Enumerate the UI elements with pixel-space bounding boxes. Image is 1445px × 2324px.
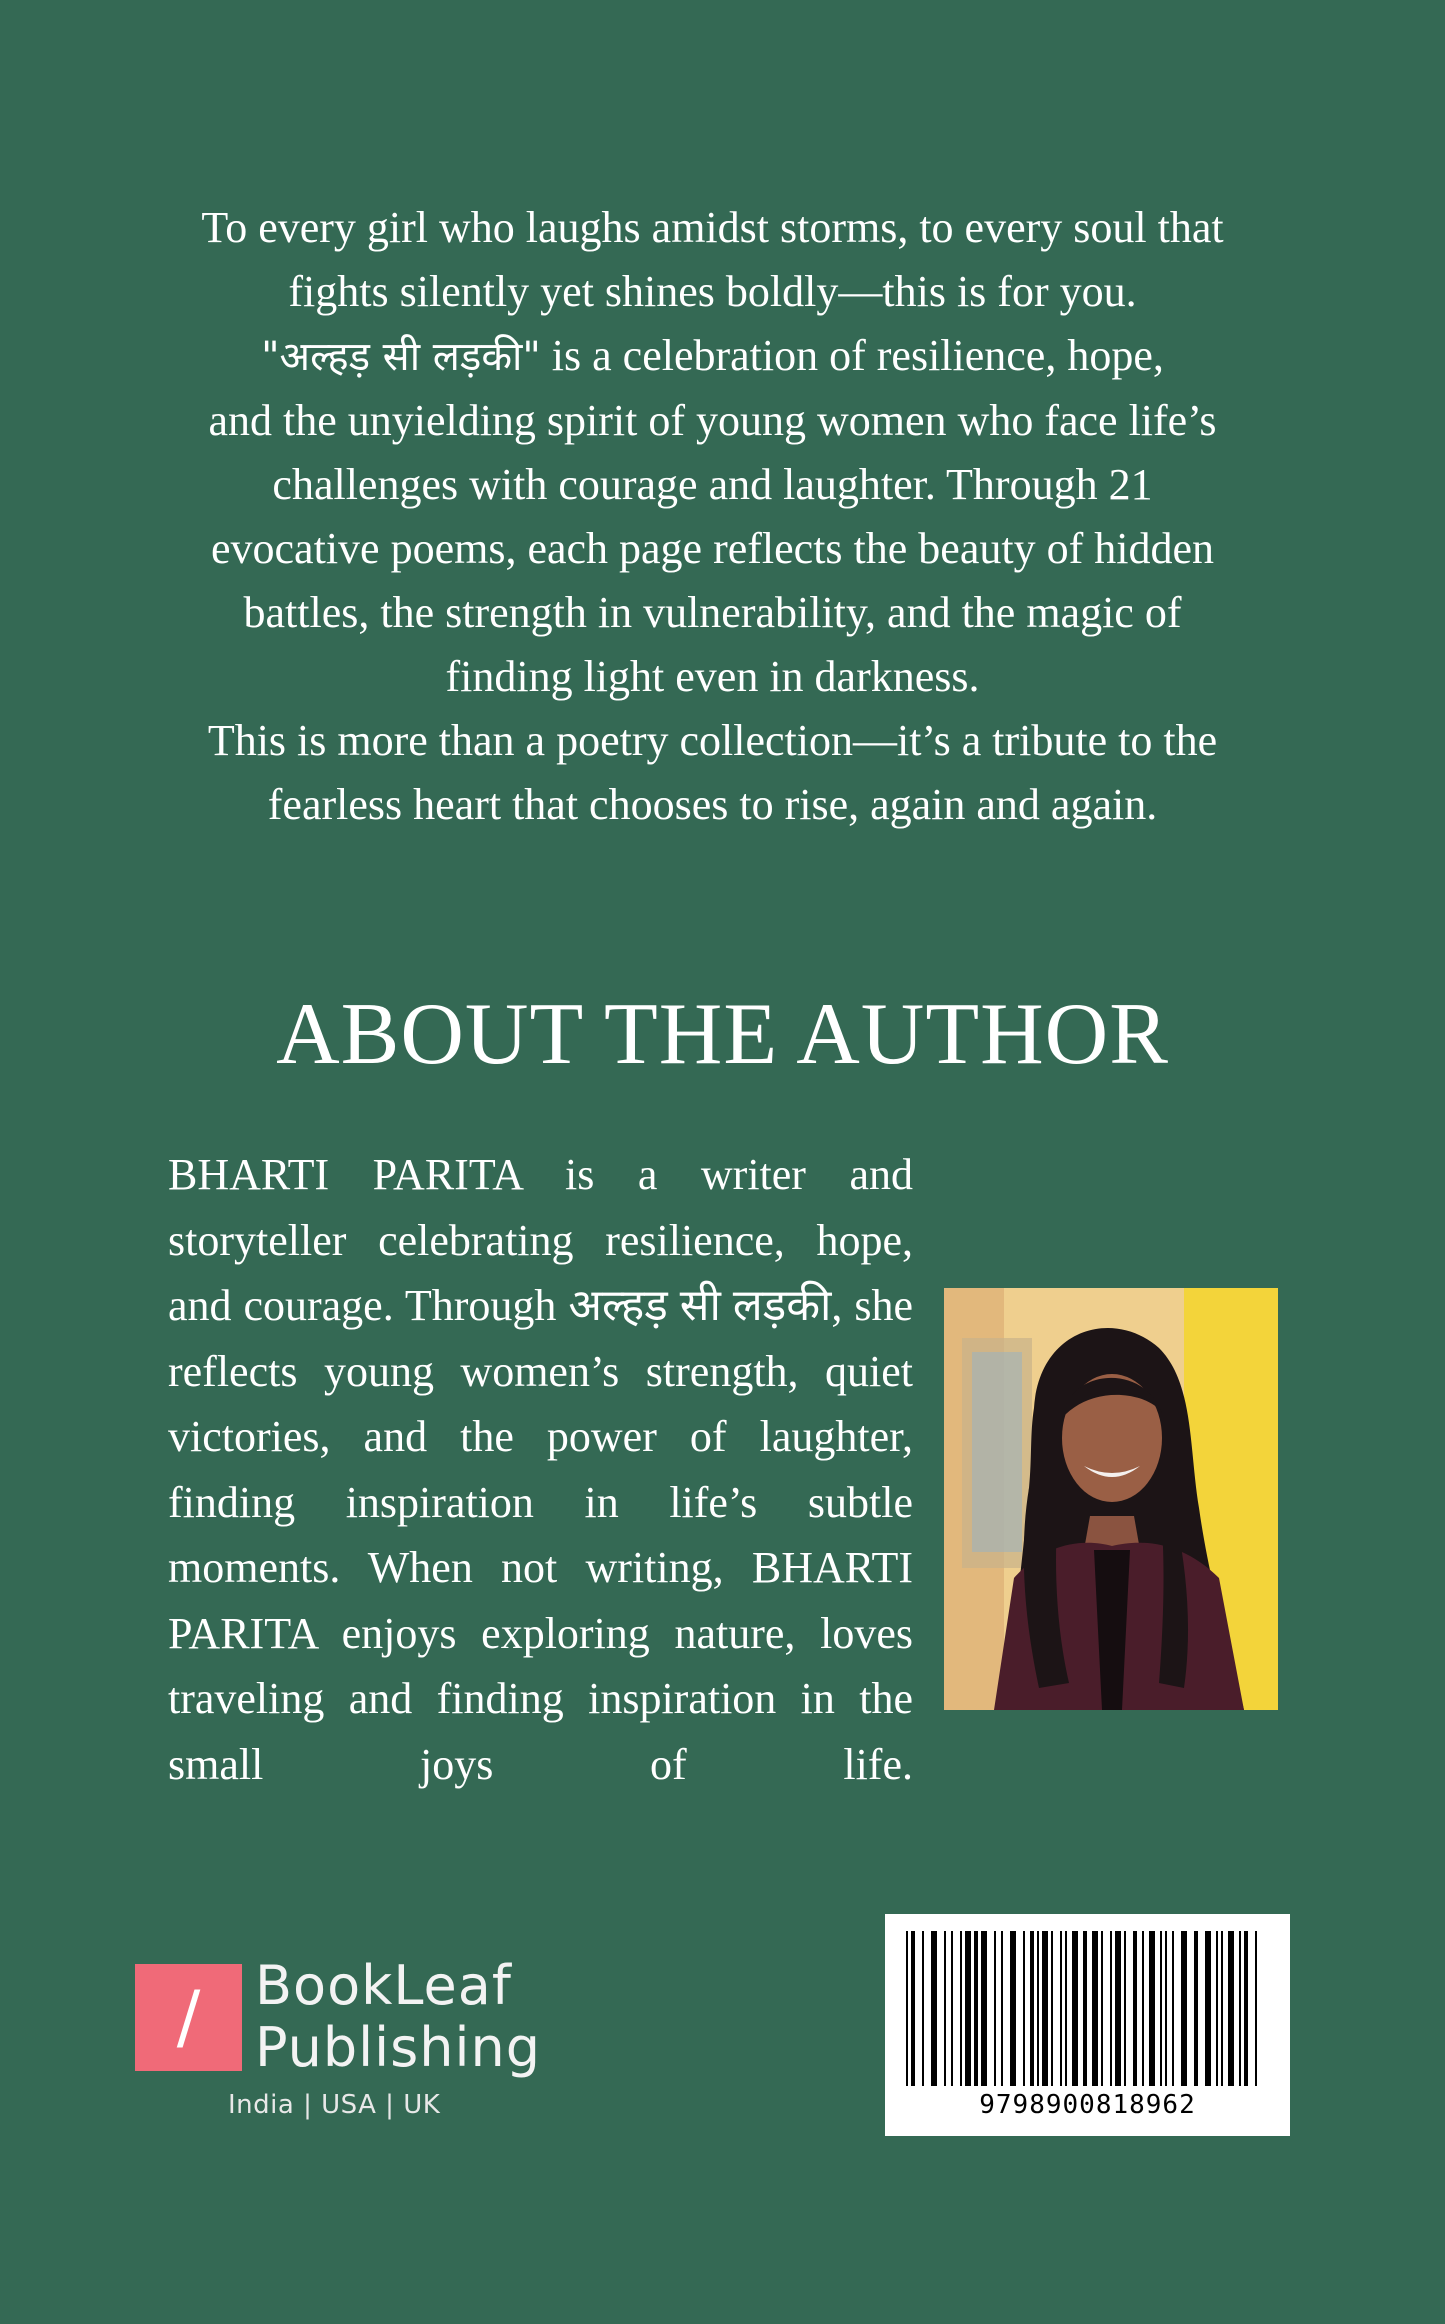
isbn-barcode [885,1914,1290,2136]
barcode-bar [1239,1931,1241,2086]
barcode-bars [902,1931,1273,2086]
blurb-line: and the unyielding spirit of young women who face life’s [208,396,1217,445]
publisher-slash-mark: / [135,1964,242,2071]
barcode-bar [1181,1931,1187,2086]
blurb-line: To every girl who laughs amidst storms, to every soul that [201,203,1224,252]
barcode-bar [1244,1931,1248,2086]
blurb-line: This is more than a poetry collection—it’s a tribute to the [207,716,1218,765]
barcode-bar [1030,1931,1034,2086]
barcode-bar [931,1931,937,2086]
barcode-bar [1010,1931,1016,2086]
barcode-bar [1216,1931,1218,2086]
barcode-bar [1110,1931,1112,2086]
back-cover-blurb [120,196,1305,837]
barcode-bar [1124,1931,1126,2086]
blurb-line: challenges with courage and laughter. Through 21 [272,460,1153,509]
barcode-bar [1051,1931,1053,2086]
barcode-bar [1001,1931,1003,2086]
barcode-bar [911,1931,915,2086]
barcode-bar [1228,1931,1234,2086]
blurb-line [120,324,1305,389]
barcode-bar [1065,1931,1067,2086]
author-bio: BHARTI PARITA is a writer and storyteller celebrating resilience, hope, and courage. Through अल्हड़ सी लड़की, she reflects young women’s strength, quiet victories, and the power of laughter, finding inspiration in life’s subtle moments. When not writing, BHARTI PARITA enjoys exploring nature, loves traveling and finding inspiration in the small joys of life. [168,1150,913,1789]
publisher-logo [135,1955,555,2135]
barcode-bar [1083,1931,1087,2086]
blurb-line-continuation: is a celebration of resilience, hope, [540,331,1164,380]
about-author-heading: ABOUT THE AUTHOR [276,986,1169,1083]
barcode-bar [960,1931,962,2086]
barcode-bar [1092,1931,1098,2086]
barcode-bar [944,1931,946,2086]
author-portrait-illustration [944,1288,1278,1710]
barcode-bar [1149,1931,1155,2086]
publisher-name [255,1955,541,2079]
publisher-name-line1: BookLeaf [255,1954,512,2017]
barcode-bar [1133,1931,1137,2086]
blurb-line: fearless heart that chooses to rise, again and again. [267,780,1158,829]
barcode-bar [974,1931,978,2086]
book-title-hindi: "अल्हड़ सी लड़की" [261,334,541,380]
blurb-line: finding light even in darkness. [445,652,980,701]
barcode-bar [1023,1931,1025,2086]
isbn-number: 9798900818962 [979,2090,1196,2120]
barcode-bar [965,1931,971,2086]
blurb-line: evocative poems, each page reflects the beauty of hidden [211,524,1214,573]
barcode-bar [1160,1931,1162,2086]
barcode-bar [1101,1931,1103,2086]
blurb-line: battles, the strength in vulnerability, and the magic of [243,588,1182,637]
barcode-bar [951,1931,953,2086]
barcode-bar [1221,1931,1223,2086]
barcode-bar [922,1931,924,2086]
barcode-bar [1255,1931,1257,2086]
barcode-bar [906,1931,908,2086]
author-photo [944,1288,1278,1710]
publisher-regions: India | USA | UK [228,2090,441,2120]
barcode-bar [1205,1931,1211,2086]
barcode-bar [1165,1931,1167,2086]
barcode-bar [981,1931,987,2086]
barcode-bar [1172,1931,1174,2086]
barcode-bar [1037,1931,1039,2086]
barcode-bar [1142,1931,1144,2086]
barcode-bar [1060,1931,1062,2086]
barcode-bar [1072,1931,1078,2086]
barcode-bar [994,1931,996,2086]
barcode-bar [1115,1931,1121,2086]
publisher-name-line2: Publishing [255,2016,541,2079]
barcode-bar [1194,1931,1198,2086]
blurb-line: fights silently yet shines boldly—this is for you. [288,267,1137,316]
barcode-bar [1042,1931,1048,2086]
